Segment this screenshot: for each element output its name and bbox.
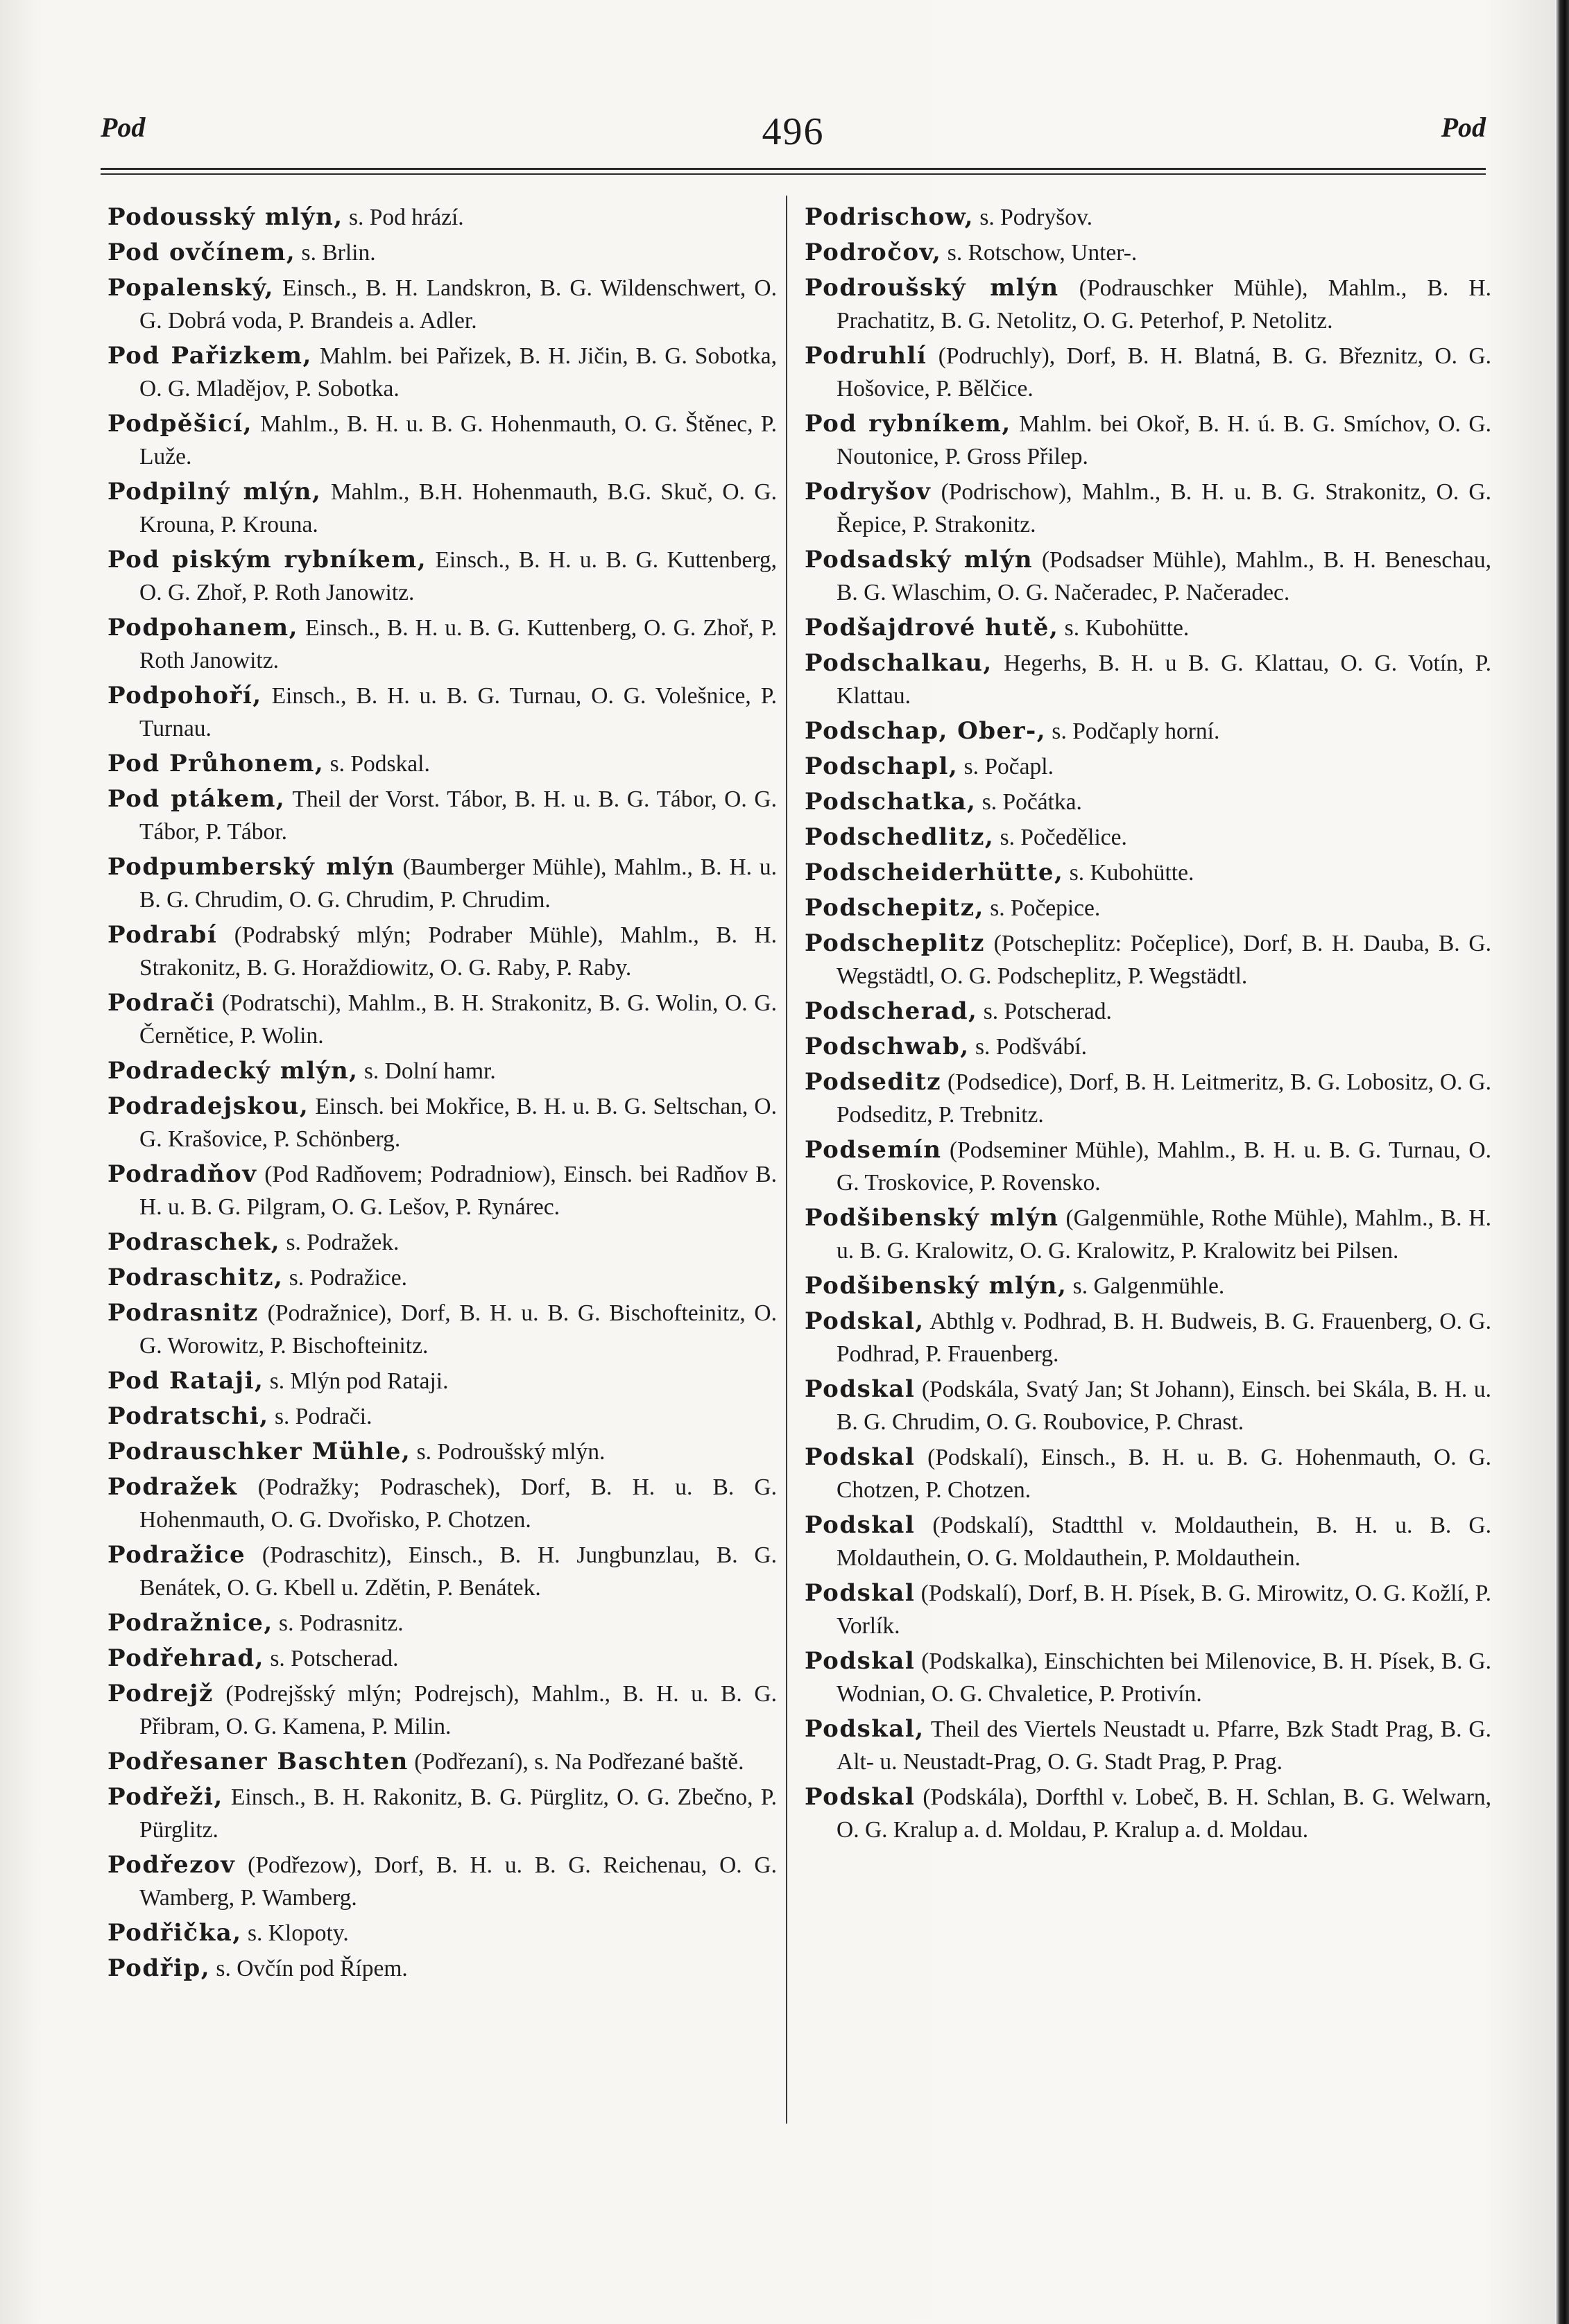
gazetteer-entry bbox=[805, 750, 1491, 783]
entry-headword: Podschap, Ober-, bbox=[805, 717, 1047, 745]
entry-text: s. Brlin. bbox=[295, 240, 376, 266]
entry-headword: Podousský mlýn, bbox=[108, 203, 343, 231]
entry-headword: Podřesaner Baschten bbox=[108, 1748, 409, 1775]
gazetteer-entry bbox=[108, 1471, 777, 1536]
entry-headword: Podraschek, bbox=[108, 1228, 281, 1256]
entry-headword: Podradecký mlýn, bbox=[108, 1057, 359, 1085]
entry-text: Einsch., B. H. u. B. G. Kuttenberg, O. G. Zhoř, P. Roth Janowitz. bbox=[139, 547, 777, 605]
gazetteer-entry bbox=[805, 340, 1491, 405]
gazetteer-entry bbox=[108, 1952, 777, 1985]
gazetteer-entry bbox=[805, 786, 1491, 818]
entry-headword: Podsadský mlýn bbox=[805, 546, 1034, 574]
gazetteer-entry bbox=[108, 1090, 777, 1155]
entry-text: Einsch., B. H. u. B. G. Turnau, O. G. Volešnice, P. Turnau. bbox=[139, 683, 777, 741]
entry-text: s. Rotschow, Unter-. bbox=[941, 240, 1138, 266]
gazetteer-entry bbox=[805, 272, 1491, 337]
entry-text: (Podskála, Svatý Jan; St Johann), Einsch. bei Skála, B. H. u. B. G. Chrudim, O. G. Roubovice, P. Chrast. bbox=[837, 1377, 1491, 1435]
gazetteer-entry bbox=[805, 1373, 1491, 1438]
gazetteer-entry bbox=[805, 857, 1491, 889]
entry-text: s. Kubohütte. bbox=[1058, 615, 1190, 641]
gazetteer-entry bbox=[108, 476, 777, 541]
gazetteer-entry bbox=[805, 544, 1491, 609]
running-head-left: Pod bbox=[101, 112, 146, 143]
gazetteer-entry bbox=[108, 1539, 777, 1604]
entry-text: (Podražky; Podraschek), Dorf, B. H. u. B. G. Hohenmauth, O. G. Dvořisko, P. Chotzen. bbox=[139, 1474, 777, 1533]
gazetteer-entry bbox=[108, 1746, 777, 1778]
gazetteer-entry bbox=[805, 1066, 1491, 1131]
entry-headword: Podradňov bbox=[108, 1160, 257, 1188]
entry-headword: Podrischow, bbox=[805, 203, 975, 231]
entry-headword: Podruhlí bbox=[805, 342, 927, 370]
gazetteer-entry bbox=[805, 1713, 1491, 1778]
entry-text: (Podruchly), Dorf, B. H. Blatná, B. G. Březnitz, O. G. Hošovice, P. Bělčice. bbox=[837, 343, 1491, 402]
gazetteer-entry bbox=[805, 1781, 1491, 1846]
entry-text: Mahlm., B.H. Hohenmauth, B.G. Skuč, O. G. Krouna, P. Krouna. bbox=[139, 479, 777, 537]
page-number: 496 bbox=[762, 110, 825, 153]
entry-headword: Popalenský, bbox=[108, 274, 274, 302]
gazetteer-entry bbox=[108, 1055, 777, 1087]
entry-headword: Podskal, bbox=[805, 1715, 925, 1743]
gazetteer-entry bbox=[805, 201, 1491, 234]
entry-headword: Podscheplitz bbox=[805, 929, 985, 957]
entry-text: s. Podryšov. bbox=[974, 205, 1092, 230]
entry-headword: Podschapl, bbox=[805, 752, 959, 780]
entry-text: Mahlm. bei Pařizek, B. H. Jičin, B. G. Sobotka, O. G. Mladějov, P. Sobotka. bbox=[139, 343, 777, 402]
entry-headword: Pod Rataji, bbox=[108, 1367, 264, 1395]
gazetteer-entry bbox=[108, 851, 777, 916]
gazetteer-entry bbox=[108, 783, 777, 848]
header-rule-thin bbox=[101, 173, 1486, 175]
entry-headword: Podrejž bbox=[108, 1680, 214, 1707]
entry-headword: Podrauschker Mühle, bbox=[108, 1438, 411, 1465]
entry-text: s. Klopoty. bbox=[241, 1920, 349, 1946]
entry-headword: Podsemín bbox=[805, 1136, 942, 1164]
entry-headword: Pod rybníkem, bbox=[805, 410, 1011, 438]
entry-text: (Podskalí), Dorf, B. H. Písek, B. G. Mirowitz, O. G. Kožlí, P. Vorlík. bbox=[837, 1581, 1491, 1639]
gazetteer-entry bbox=[108, 1226, 777, 1259]
gazetteer-entry bbox=[805, 892, 1491, 924]
entry-text: Hegerhs, B. H. u B. G. Klattau, O. G. Votín, P. Klattau. bbox=[837, 651, 1491, 709]
entry-headword: Podratschi, bbox=[108, 1402, 269, 1430]
entry-headword: Podseditz bbox=[805, 1068, 942, 1096]
gazetteer-entry bbox=[108, 1607, 777, 1639]
entry-text: s. Podrasnitz. bbox=[273, 1610, 404, 1636]
entry-headword: Področov, bbox=[805, 239, 942, 266]
entry-text: (Pod Radňovem; Podradniow), Einsch. bei Radňov B. H. u. B. G. Pilgram, O. G. Lešov, P. Rynárec. bbox=[139, 1162, 777, 1220]
entry-text: (Podrabský mlýn; Podraber Mühle), Mahlm., B. H. Strakonitz, B. G. Horaždiowitz, O. G. Raby, P. Raby. bbox=[139, 922, 777, 981]
entry-headword: Podpumberský mlýn bbox=[108, 853, 395, 881]
entry-text: (Podrauschker Mühle), Mahlm., B. H. Prachatitz, B. G. Netolitz, O. G. Peterhof, P. Netolitz. bbox=[837, 275, 1492, 334]
entry-text: s. Podčaply horní. bbox=[1046, 718, 1220, 744]
entry-headword: Pod ovčínem, bbox=[108, 239, 296, 266]
entry-headword: Podšibenský mlýn bbox=[805, 1204, 1059, 1232]
gazetteer-entry bbox=[805, 1645, 1491, 1710]
gazetteer-entry bbox=[108, 1781, 777, 1846]
gazetteer-entry bbox=[805, 1031, 1491, 1063]
entry-text: (Podratschi), Mahlm., B. H. Strakonitz, B. G. Wolin, O. G. Černětice, P. Wolin. bbox=[139, 990, 777, 1049]
gazetteer-entry bbox=[108, 919, 777, 984]
entry-text: Einsch. bei Mokřice, B. H. u. B. G. Seltschan, O. G. Krašovice, P. Schönberg. bbox=[139, 1094, 777, 1152]
entry-text: (Podskalka), Einschichten bei Milenovice, B. H. Písek, B. G. Wodnian, O. G. Chvaletice, P. Protivín. bbox=[837, 1649, 1491, 1707]
gazetteer-entry bbox=[108, 1642, 777, 1675]
entry-headword: Podscherad, bbox=[805, 997, 978, 1025]
entry-text: Einsch., B. H. Landskron, B. G. Wildenschwert, O. G. Dobrá voda, P. Brandeis a. Adler. bbox=[139, 275, 777, 334]
entry-text: (Podražnice), Dorf, B. H. u. B. G. Bischofteinitz, O. G. Worowitz, P. Bischofteinitz. bbox=[139, 1300, 777, 1359]
gazetteer-entry bbox=[108, 987, 777, 1052]
entry-text: s. Potscherad. bbox=[977, 999, 1112, 1024]
entry-headword: Podřehrad, bbox=[108, 1644, 264, 1672]
entry-text: s. Kubohütte. bbox=[1063, 860, 1194, 886]
entry-text: s. Podrači. bbox=[268, 1404, 372, 1429]
entry-text: Theil der Vorst. Tábor, B. H. u. B. G. Tábor, O. G. Tábor, P. Tábor. bbox=[139, 786, 778, 845]
entry-headword: Podraschitz, bbox=[108, 1264, 284, 1291]
gazetteer-entry bbox=[108, 680, 777, 745]
gazetteer-entry bbox=[805, 1270, 1491, 1302]
entry-text: s. Počátka. bbox=[976, 789, 1082, 815]
header-rule-thick bbox=[101, 168, 1486, 170]
entry-headword: Podpilný mlýn, bbox=[108, 478, 322, 506]
entry-text: (Podřezow), Dorf, B. H. u. B. G. Reichenau, O. G. Wamberg, P. Wamberg. bbox=[139, 1852, 777, 1911]
gazetteer-entry bbox=[108, 1262, 777, 1294]
entry-headword: Podšajdrové hutě, bbox=[805, 614, 1059, 642]
entry-text: s. Podražice. bbox=[283, 1265, 407, 1291]
column-divider bbox=[786, 196, 787, 2124]
entry-text: Abthlg v. Podhrad, B. H. Budweis, B. G. Frauenberg, O. G. Podhrad, P. Frauenberg. bbox=[837, 1309, 1491, 1367]
gazetteer-entry bbox=[108, 612, 777, 677]
entry-text: (Podraschitz), Einsch., B. H. Jungbunzlau, B. G. Benátek, O. G. Kbell u. Zdětin, P. Benátek. bbox=[139, 1542, 777, 1601]
gazetteer-entry bbox=[805, 1441, 1491, 1506]
entry-text: Einsch., B. H. u. B. G. Kuttenberg, O. G. Zhoř, P. Roth Janowitz. bbox=[139, 615, 777, 673]
gazetteer-entry bbox=[108, 1436, 777, 1468]
entry-headword: Podřip, bbox=[108, 1954, 211, 1982]
entry-text: s. Podroušský mlýn. bbox=[411, 1439, 606, 1465]
entry-headword: Podražek bbox=[108, 1473, 238, 1501]
entry-headword: Podryšov bbox=[805, 478, 932, 506]
entry-headword: Podschalkau, bbox=[805, 649, 993, 677]
entry-text: s. Galgenmühle. bbox=[1067, 1273, 1225, 1299]
entry-headword: Podřezov bbox=[108, 1851, 236, 1879]
entry-text: (Podskalí), Stadtthl v. Moldauthein, B. H. u. B. G. Moldauthein, O. G. Moldauthein, P. Moldauthein. bbox=[837, 1513, 1491, 1571]
entry-headword: Pod piským rybníkem, bbox=[108, 546, 427, 574]
entry-text: s. Počedělice. bbox=[994, 825, 1127, 850]
entry-text: (Podřezaní), s. Na Podřezané baště. bbox=[408, 1749, 744, 1775]
gazetteer-entry bbox=[805, 821, 1491, 854]
entry-text: (Podsedice), Dorf, B. H. Leitmeritz, B. G. Lobositz, O. G. Podseditz, P. Trebnitz. bbox=[837, 1069, 1491, 1128]
entry-text: (Galgenmühle, Rothe Mühle), Mahlm., B. H. u. B. G. Kralowitz, O. G. Kralowitz, P. Kralowitz bei Pilsen. bbox=[837, 1205, 1491, 1264]
entry-headword: Podřeži, bbox=[108, 1783, 223, 1811]
gazetteer-entry bbox=[108, 201, 777, 234]
entry-text: (Baumberger Mühle), Mahlm., B. H. u. B. G. Chrudim, O. G. Chrudim, P. Chrudim. bbox=[139, 854, 777, 913]
entry-headword: Podskal bbox=[805, 1375, 916, 1403]
entry-text: s. Ovčín pod Řípem. bbox=[210, 1956, 408, 1981]
gazetteer-entry bbox=[805, 236, 1491, 269]
gazetteer-entry bbox=[108, 1297, 777, 1362]
entry-text: (Podskála), Dorfthl v. Lobeč, B. H. Schlan, B. G. Welwarn, O. G. Kralup a. d. Moldau, P. Kralup a. d. Moldau. bbox=[837, 1784, 1491, 1843]
running-head-right: Pod bbox=[1441, 112, 1486, 143]
gazetteer-entry bbox=[108, 1158, 777, 1223]
gazetteer-entry bbox=[805, 476, 1491, 541]
entry-headword: Podšibenský mlýn, bbox=[805, 1272, 1068, 1300]
gazetteer-entry bbox=[805, 715, 1491, 748]
entry-text: (Podrischow), Mahlm., B. H. u. B. G. Strakonitz, O. G. Řepice, P. Strakonitz. bbox=[837, 479, 1491, 537]
entry-text: Mahlm., B. H. u. B. G. Hohenmauth, O. G. Štěnec, P. Luže. bbox=[139, 411, 777, 470]
gazetteer-entry bbox=[108, 748, 777, 780]
gazetteer-entry bbox=[805, 1577, 1491, 1642]
entry-headword: Podrasnitz bbox=[108, 1299, 259, 1327]
entry-text: (Podseminer Mühle), Mahlm., B. H. u. B. G. Turnau, O. G. Troskovice, P. Rovensko. bbox=[837, 1137, 1491, 1196]
gazetteer-entry bbox=[108, 1678, 777, 1743]
entry-headword: Podrabí bbox=[108, 921, 218, 949]
entry-text: s. Dolní hamr. bbox=[358, 1058, 496, 1084]
entry-headword: Podscheiderhütte, bbox=[805, 859, 1064, 886]
left-column bbox=[108, 201, 777, 1988]
entry-headword: Podražice bbox=[108, 1541, 246, 1569]
gazetteer-entry bbox=[108, 1917, 777, 1949]
book-spine bbox=[1555, 0, 1569, 2324]
entry-text: s. Podskal. bbox=[324, 751, 430, 777]
gazetteer-entry bbox=[108, 408, 777, 473]
entry-text: s. Potscherad. bbox=[264, 1646, 399, 1671]
entry-text: s. Počapl. bbox=[958, 754, 1054, 780]
entry-text: (Potscheplitz: Počeplice), Dorf, B. H. Dauba, B. G. Wegstädtl, O. G. Podscheplitz, P. Wegstädtl. bbox=[837, 931, 1491, 989]
entry-headword: Podskal bbox=[805, 1647, 916, 1675]
gazetteer-entry bbox=[805, 647, 1491, 712]
entry-headword: Podschwab, bbox=[805, 1033, 970, 1060]
gazetteer-entry bbox=[108, 340, 777, 405]
gazetteer-entry bbox=[805, 612, 1491, 644]
gazetteer-entry bbox=[805, 1202, 1491, 1267]
right-column bbox=[805, 201, 1491, 1849]
entry-headword: Podroušský mlýn bbox=[805, 274, 1059, 302]
entry-text: s. Mlýn pod Rataji. bbox=[264, 1368, 449, 1394]
entry-text: s. Počepice. bbox=[984, 895, 1101, 921]
gazetteer-entry bbox=[805, 927, 1491, 992]
entry-headword: Pod Pařizkem, bbox=[108, 342, 312, 370]
gazetteer-entry bbox=[805, 995, 1491, 1028]
gazetteer-entry bbox=[108, 1849, 777, 1914]
entry-headword: Podpěšicí, bbox=[108, 410, 253, 438]
gazetteer-entry bbox=[108, 544, 777, 609]
entry-headword: Podskal bbox=[805, 1443, 916, 1471]
entry-headword: Podskal bbox=[805, 1579, 916, 1607]
entry-headword: Podražnice, bbox=[108, 1609, 273, 1637]
gazetteer-entry bbox=[108, 1400, 777, 1433]
entry-headword: Podrači bbox=[108, 989, 216, 1017]
entry-headword: Podradejskou, bbox=[108, 1092, 309, 1120]
entry-text: s. Podšvábí. bbox=[969, 1034, 1087, 1060]
entry-headword: Pod Průhonem, bbox=[108, 750, 325, 777]
gazetteer-entry bbox=[108, 1365, 777, 1397]
entry-headword: Podpohanem, bbox=[108, 614, 298, 642]
entry-text: s. Podražek. bbox=[280, 1230, 400, 1255]
entry-headword: Podpohoří, bbox=[108, 682, 262, 709]
gazetteer-entry bbox=[108, 236, 777, 269]
entry-headword: Podschatka, bbox=[805, 788, 977, 816]
entry-text: Mahlm. bei Okoř, B. H. ú. B. G. Smíchov, O. G. Noutonice, P. Gross Přilep. bbox=[837, 411, 1491, 470]
entry-headword: Pod ptákem, bbox=[108, 785, 286, 813]
entry-text: (Podskalí), Einsch., B. H. u. B. G. Hohenmauth, O. G. Chotzen, P. Chotzen. bbox=[837, 1445, 1491, 1503]
entry-text: Theil des Viertels Neustadt u. Pfarre, Bzk Stadt Prag, B. G. Alt- u. Neustadt-Prag, O. G. Stadt Prag, P. Prag. bbox=[837, 1716, 1491, 1775]
entry-headword: Podřička, bbox=[108, 1919, 242, 1947]
entry-text: s. Pod hrází. bbox=[343, 205, 464, 230]
gazetteer-entry bbox=[805, 1134, 1491, 1199]
gazetteer-entry bbox=[805, 408, 1491, 473]
gazetteer-entry bbox=[805, 1305, 1491, 1370]
entry-headword: Podskal bbox=[805, 1511, 916, 1539]
entry-text: (Podsadser Mühle), Mahlm., B. H. Beneschau, B. G. Wlaschim, O. G. Načeradec, P. Načeradec. bbox=[837, 547, 1491, 605]
entry-headword: Podschedlitz, bbox=[805, 823, 995, 851]
gazetteer-entry bbox=[108, 272, 777, 337]
entry-headword: Podskal bbox=[805, 1783, 916, 1811]
entry-headword: Podskal, bbox=[805, 1307, 925, 1335]
entry-text: Einsch., B. H. Rakonitz, B. G. Pürglitz, O. G. Zbečno, P. Pürglitz. bbox=[139, 1784, 777, 1843]
entry-headword: Podschepitz, bbox=[805, 894, 984, 922]
page-header bbox=[101, 104, 1486, 160]
gazetteer-entry bbox=[805, 1509, 1491, 1574]
entry-text: (Podrejšský mlýn; Podrejsch), Mahlm., B. H. u. B. G. Přibram, O. G. Kamena, P. Milin. bbox=[139, 1681, 777, 1739]
